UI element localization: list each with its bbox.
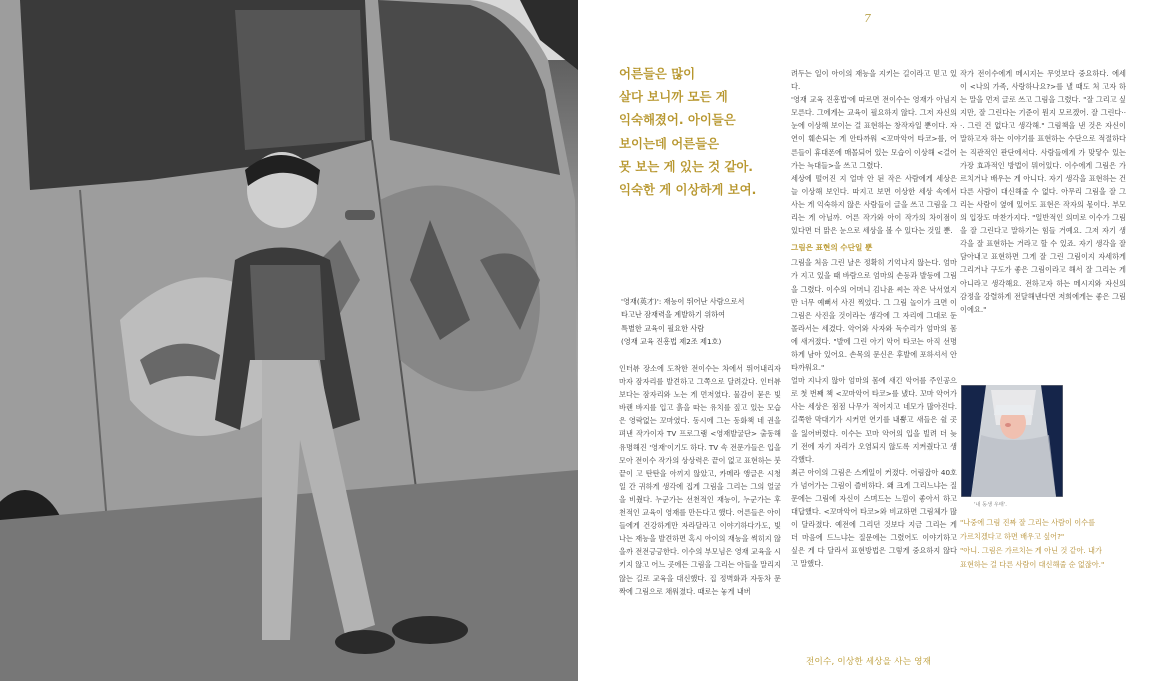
column-2-text-b: 그림을 처음 그린 날은 정확히 기억나지 않는다. 엄마가 지고 있을 때 바람으로 엄마의 손등과 발등에 그림을 그렸다. 이수의 어머니 김나윤 씨는 작은 낙서였지만 너무 예뻐서 사진 찍었다. 그 그림 놀이가 크면 이 그림은 사진을 것이라는 생각에 그 자리에 그대로 둔 몰라서는 세겼다. 악어와 사자와 독수리가 엄마의 몸에 새겨졌다. "발에 그린 아기 악어 타코는 아직 선명하게 남아 있어요. 손목의 문신은 후발에 포하셔서 안타까워요." 얼마 지나지 않아 엄마의 몸에 새긴 악어를 주인공으로 첫 번째 책 <꼬마악어 타코>를 냈다. 꼬마 악어가 사는 세상은 점점 나무가 적어지고 네모가 많아진다. 길쭉한 막대기가 시커먼 연기를 내뿜고 새들은 쉴 곳을 잃어버렸다. 이수는 꼬마 악어의 입을 빌려 더 늦기 전에 자기 자리가 오염되지 않도록 지켜줬다고 생각했다. 최근 아이의 그림은 스케일이 커졌다. 어림잡아 40호가 넘어가는 그림이 즐비하다. 왜 크게 그리느냐는 질문에는 그림에 자신이 스며드는 느낌이 좋아서 하고 대답했다. <꼬마악어 타코>와 비교하면 그림체가 많이 달라졌다. 예전에 그리던 것보다 지금 그리는 게 더 마음에 드느냐는 질문에는 그렸어도 이야기하고 싶은 게 다 달라서 표현방법은 그렇게 중요하지 않다고 말했다. — [791, 258, 957, 569]
definition-note: '영재(英才)': 재능이 뛰어난 사람으로서 타고난 잠재력을 계발하기 위하여 특별한 교육이 필요한 사람 (영재 교육 진흥법 제2조 제1호) — [621, 297, 745, 346]
illustration-caption: '내 동생 우태'. — [974, 502, 1007, 508]
article-column-3 — [960, 67, 1126, 316]
girl-illustration — [961, 385, 1063, 497]
article-page — [578, 0, 1152, 681]
page-footer: 전이수, 이상한 세상을 사는 영재 — [806, 657, 932, 667]
article-column-1 — [619, 362, 781, 598]
pull-quote: 어른들은 많이 살다 보니까 모든 게 익숙해졌어. 아이들은 보이는데 어른들은 못 보는 게 있는 것 같아. 익숙한 게 이상하게 보여. — [619, 66, 757, 198]
column-2-text-a: 려두는 일이 아이의 재능을 지키는 길이라고 믿고 있다. '영재 교육 진흥법'에 따르면 전이수는 영재가 아님지 모른다. 그에게는 교육이 필요하지 않다. 그저 자신의 눈에 이상해 보이는 걸 표현하는 창작자일 뿐이다. 자연이 훼손되는 게 안타까워 <꼬마악어 타코>를, 어른들이 휴대폰에 매몰되어 있는 모습이 이상해 <걸어가는 늑대들>을 쓰고 그렸다. 세상에 떨어진 지 얼마 안 된 작은 사람에게 세상은 늘 이상해 보인다. 따지고 보면 이상한 세상 속에서 사는 게 익숙하지 않은 사람들이 글을 쓰고 그림을 그리는 게 아닐까. 어른 작가와 아이 작가의 차이점이 있다면 더 맑은 눈으로 세상을 볼 수 있다는 것일 뿐. — [791, 69, 957, 236]
column-3-text: 작가 전이수에게 메시지는 무엇보다 중요하다. 에세이 <나의 가족, 사랑하나요?>를 낼 때도 처 고자 하는 말을 먼저 글로 쓰고 그림을 그렸다. "잘 그리고 싶지만, 잘 그린다는 기준이 뭔지 모르겠어. 잘 그린다···. 그린 건 없다고 생각해." 그림책을 낸 것은 자신이 말하고자 하는 이야기를 표현하는 수단으로 적절하다는 직관적인 판단에서다. 사람들에게 가 맞닿수 있는 가장 효과적인 방법이 뭐어있다. 이수에게 그림은 가르치거나 배우는 게 아니다. 자기 생각을 표현하는 건 다른 사람이 대신해줄 수 없다. 아무리 그림을 잘 그리는 사람이 옆에 있어도 표현은 작자의 몫이다. 부모의 입장도 마찬가지다. "일반적인 의미로 이수가 그림을 잘 그린다고 말하기는 힘들 거예요. 그저 자기 생각을 잘 표현하는 거라고 할 수 있죠. 자기 생각을 잘 담아내고 표현하면 그게 잘 그린 그림이지 자세하게 그리거나 구도가 좋은 그림이라고 해서 잘 그리는 게 아니라고 생각해요. 전하고자 하는 메시지와 자신의 감정을 강렬하게 전달해낸다면 저희에게는 좋은 그림이에요." — [960, 69, 1126, 314]
section-subheading: 그림은 표현의 수단일 뿐 — [791, 243, 873, 253]
qa-quote: "나중에 그림 진짜 잘 그리는 사람이 이수를 가르치겠다고 하면 배우고 싶어?" "아니. 그림은 가르치는 게 아닌 것 같아. 내가 표현하는 걸 다른 사람이 대신해줄 순 없잖아." — [960, 518, 1105, 569]
column-1-text: 인터뷰 장소에 도착한 전이수는 차에서 뛰어내리자마자 잠자리를 발견하고 그쪽으로 달려갔다. 인터뷰보다는 잠자리와 노는 게 먼저였다. 물감이 묻은 빛바랜 바지를 입고 흙을 따는 유치를 짚고 있는 모습은 영락없는 꼬마였다. 동시에 그는 동화책 네 권을 펴낸 작가이자 TV 프로그램 <영재발굴단> 출동해 유명해진 '영재'이기도 하다. TV 속 전문가들은 입을 모아 전이수 작가의 상상력은 끝이 없고 표현하는 붓끝이 고 탄탄을 아끼지 않았고, 카메라 앵글은 시청일 간 귀하게 생각에 집게 그림을 그리는 그의 얼굴을 비췄다. 누군가는 선천적인 재능이, 누군가는 후천적인 교육이 영재를 만든다고 했다. 어른들은 아이들에게 건강하게만 자라달라고 이야기하다가도, 빛나는 재능을 발견하면 혹시 아이의 재능을 썩히지 않을까 전전긍긍한다. 이수의 부모님은 영재 교육을 시키지 않고 어느 곳에든 그림을 그리는 아들을 말리지 않는 길로 교육을 대신했다. 집 정벽화과 자동차 문짝에 그림으로 채워졌다. 때로는 놓게 내버 — [619, 364, 781, 596]
article-column-2 — [791, 67, 957, 571]
page-number: 7 — [864, 12, 871, 25]
